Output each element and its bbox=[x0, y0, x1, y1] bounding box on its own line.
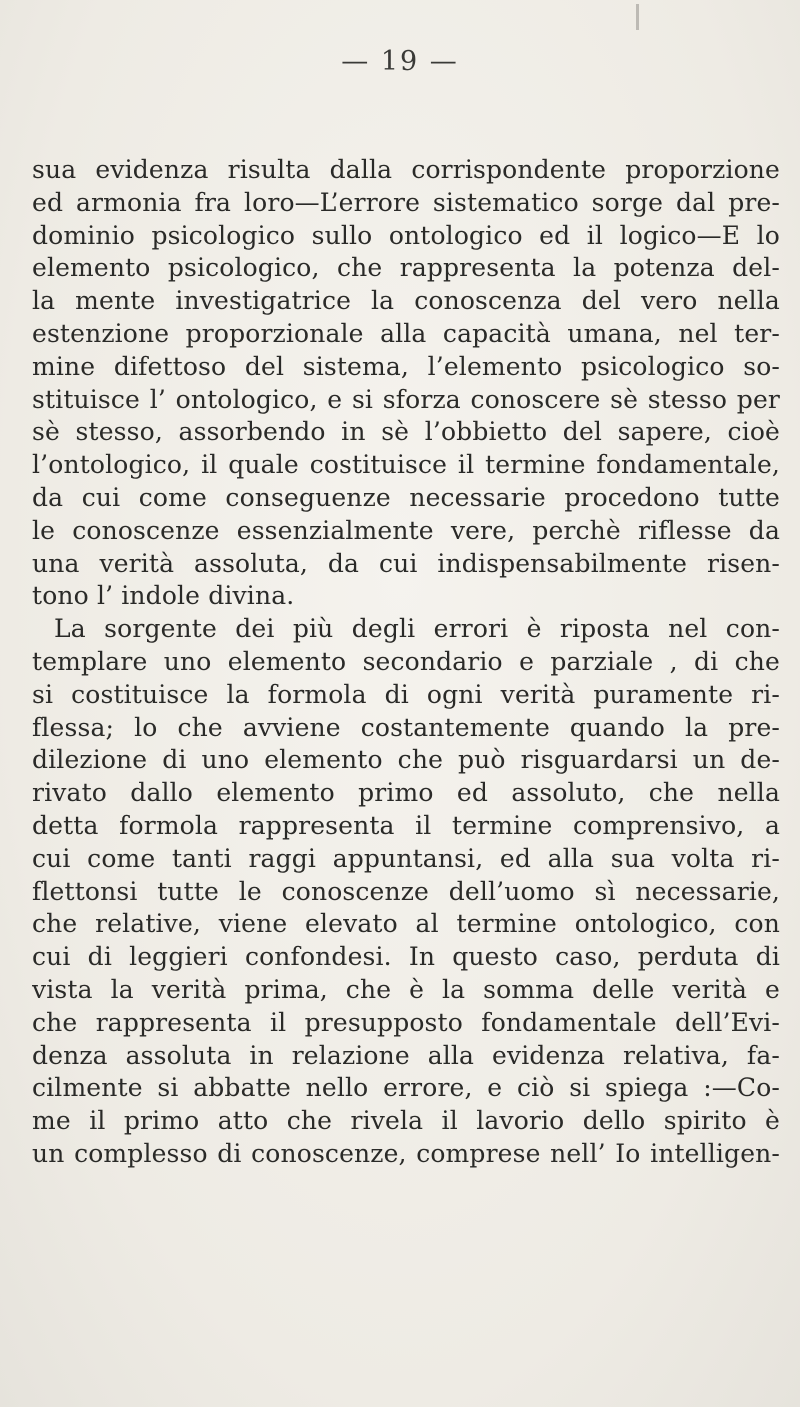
text-line: una verità assoluta, da cui indispensabilmente risen- bbox=[32, 548, 780, 578]
text-line: dilezione di uno elemento che può risguardarsi un de- bbox=[32, 745, 780, 775]
text-line: detta formola rappresenta il termine comprensivo, a bbox=[32, 810, 780, 840]
text-line: estenzione proporzionale alla capacità umana, nel ter- bbox=[32, 318, 780, 348]
text-line: che rappresenta il presupposto fondamentale dell’Evi- bbox=[32, 1007, 780, 1037]
text-line: flessa; lo che avviene costantemente quando la pre- bbox=[32, 712, 780, 742]
text-line: stituisce l’ ontologico, e si sforza conoscere sè stesso per bbox=[32, 384, 780, 414]
page-number: — 19 — bbox=[341, 46, 459, 77]
text-line: un complesso di conoscenze, comprese nell’ Io intelligen- bbox=[32, 1138, 780, 1168]
text-line: sua evidenza risulta dalla corrispondente proporzione bbox=[32, 155, 780, 184]
text-line: che relative, viene elevato al termine ontologico, con bbox=[32, 909, 780, 939]
text-line: cui come tanti raggi appuntansi, ed alla sua volta ri- bbox=[32, 843, 780, 873]
body-text bbox=[32, 154, 780, 1171]
margin-mark bbox=[636, 4, 639, 30]
text-line: dominio psicologico sullo ontologico ed il logico—E lo bbox=[32, 220, 780, 250]
text-line: la mente investigatrice la conoscenza del vero nella bbox=[32, 286, 780, 316]
text-line: l’ontologico, il quale costituisce il termine fondamentale, bbox=[32, 450, 780, 480]
text-line: ed armonia fra loro—L’errore sistematico sorge dal pre- bbox=[32, 187, 780, 217]
text-line: si costituisce la formola di ogni verità puramente ri- bbox=[32, 679, 780, 709]
text-line: cui di leggieri confondesi. In questo caso, perduta di bbox=[32, 942, 780, 972]
text-line: rivato dallo elemento primo ed assoluto, che nella bbox=[32, 778, 780, 808]
text-line: denza assoluta in relazione alla evidenza relativa, fa- bbox=[32, 1040, 780, 1070]
text-line: sè stesso, assorbendo in sè l’obbietto del sapere, cioè bbox=[32, 417, 780, 447]
text-line: tono l’ indole divina. bbox=[32, 581, 295, 611]
text-line: mine difettoso del sistema, l’elemento psicologico so- bbox=[32, 351, 780, 381]
text-line: da cui come conseguenze necessarie procedono tutte bbox=[32, 482, 780, 512]
text-line: le conoscenze essenzialmente vere, perchè riflesse da bbox=[32, 515, 780, 545]
text-line: elemento psicologico, che rappresenta la potenza del- bbox=[32, 253, 780, 283]
text-line: La sorgente dei più degli errori è riposta nel con- bbox=[54, 614, 780, 644]
text-line: flettonsi tutte le conoscenze dell’uomo sì necessarie, bbox=[32, 876, 780, 906]
text-line: me il primo atto che rivela il lavorio dello spirito è bbox=[32, 1106, 780, 1136]
text-line: cilmente si abbatte nello errore, e ciò si spiega :—Co- bbox=[32, 1073, 780, 1103]
text-line: templare uno elemento secondario e parziale , di che bbox=[32, 646, 780, 676]
text-line: vista la verità prima, che è la somma delle verità e bbox=[32, 974, 780, 1004]
